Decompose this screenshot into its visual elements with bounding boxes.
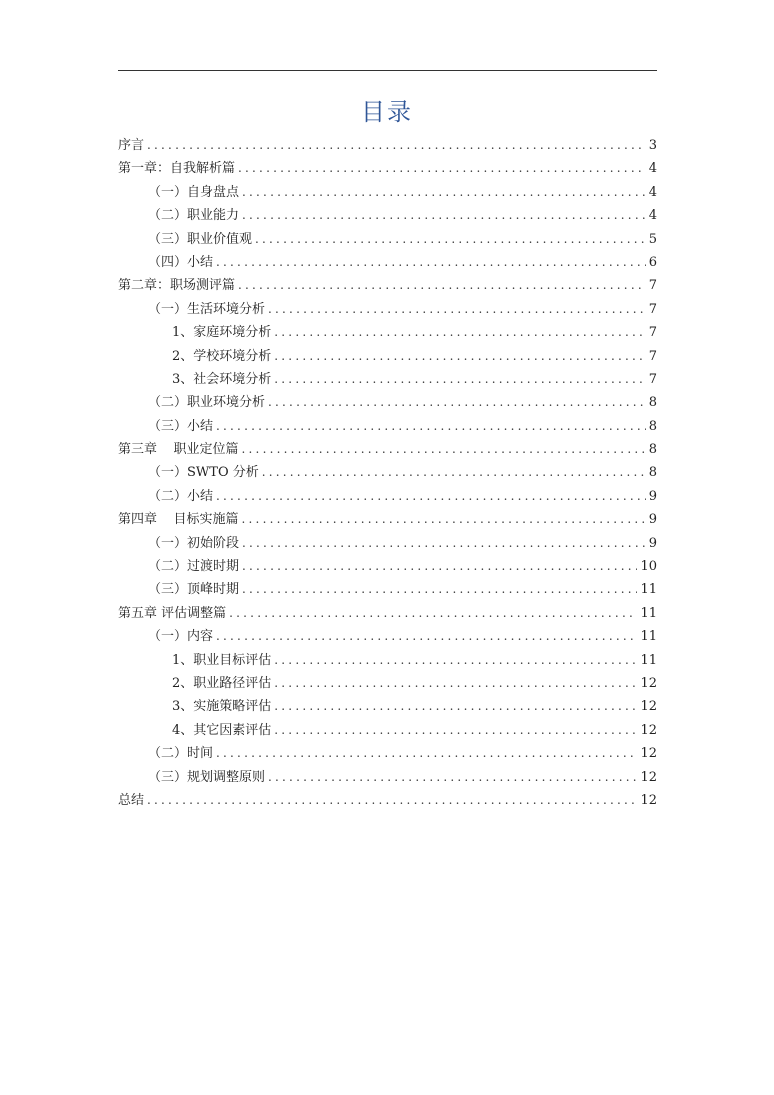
toc-entry-page-number: 12 [640, 792, 657, 808]
toc-entry-page-number: 8 [648, 418, 657, 434]
toc-entry[interactable] [118, 695, 657, 718]
toc-entry-label: （二）职业环境分析 [148, 395, 266, 411]
toc-dot-leader [274, 649, 637, 672]
toc-entry-page-number: 4 [648, 161, 657, 177]
toc-entry[interactable] [118, 672, 657, 695]
toc-entry[interactable] [118, 789, 657, 812]
toc-entry[interactable] [118, 555, 657, 578]
toc-entry-page-number: 12 [640, 746, 657, 762]
toc-entry-label: 总结 [118, 792, 145, 808]
toc-entry-label: 第二章：职场测评篇 [118, 278, 236, 294]
toc-entry[interactable] [118, 508, 657, 531]
toc-entry[interactable] [118, 228, 657, 251]
toc-entry[interactable] [118, 625, 657, 648]
toc-entry-page-number: 12 [640, 699, 657, 715]
toc-entry-label: 2、职业路径评估 [172, 675, 272, 691]
toc-dot-leader [274, 321, 645, 344]
toc-entry[interactable] [118, 578, 657, 601]
toc-entry-label: 第四章 目标实施篇 [118, 512, 239, 528]
toc-dot-leader [274, 719, 637, 742]
header-rule [118, 70, 657, 71]
toc-entry[interactable] [118, 766, 657, 789]
toc-entry-page-number: 10 [640, 559, 657, 575]
toc-dot-leader [147, 789, 637, 812]
toc-entry-label: （一）自身盘点 [148, 184, 240, 200]
toc-dot-leader [242, 438, 646, 461]
toc-entry-label: （三）顶峰时期 [148, 582, 240, 598]
toc-dot-leader [242, 532, 646, 555]
toc-dot-leader [229, 602, 637, 625]
toc-dot-leader [268, 391, 646, 414]
toc-entry[interactable] [118, 532, 657, 555]
toc-dot-leader [268, 766, 637, 789]
toc-dot-leader [242, 508, 646, 531]
toc-entry-label: （三）规划调整原则 [148, 769, 266, 785]
toc-entry-label: （一）内容 [148, 629, 214, 645]
toc-entry-page-number: 7 [648, 278, 657, 294]
toc-entry-page-number: 9 [648, 488, 657, 504]
toc-dot-leader [147, 134, 646, 157]
toc-dot-leader [216, 742, 637, 765]
toc-entry-label: （二）过渡时期 [148, 559, 240, 575]
toc-dot-leader [216, 251, 646, 274]
toc-dot-leader [242, 555, 637, 578]
toc-entry-label: 序言 [118, 138, 145, 153]
toc-dot-leader [242, 204, 646, 227]
table-of-contents [118, 134, 657, 812]
toc-entry[interactable] [118, 321, 657, 344]
toc-entry-label: 1、家庭环境分析 [172, 325, 272, 341]
toc-entry-page-number: 8 [648, 465, 657, 481]
toc-dot-leader [242, 578, 637, 601]
toc-entry-label: （二）小结 [148, 488, 214, 504]
toc-entry-label: 第五章 评估调整篇 [118, 605, 227, 621]
toc-entry-page-number: 8 [648, 395, 657, 411]
toc-entry-page-number: 12 [640, 722, 657, 738]
toc-entry[interactable] [118, 251, 657, 274]
toc-entry-label: 1、职业目标评估 [172, 652, 272, 668]
toc-entry-page-number: 7 [648, 301, 657, 317]
toc-entry-page-number: 11 [640, 582, 657, 598]
toc-entry-page-number: 9 [648, 512, 657, 528]
toc-entry-page-number: 11 [640, 605, 657, 621]
toc-entry-label: （一）初始阶段 [148, 535, 240, 551]
toc-dot-leader [216, 415, 646, 438]
toc-entry-label: （三）职业价值观 [148, 231, 253, 247]
toc-dot-leader [274, 695, 637, 718]
toc-entry[interactable] [118, 485, 657, 508]
toc-entry[interactable] [118, 298, 657, 321]
toc-entry-label: （一）生活环境分析 [148, 301, 266, 317]
toc-dot-leader [242, 181, 646, 204]
toc-dot-leader [238, 157, 646, 180]
toc-entry-page-number: 3 [648, 138, 657, 153]
toc-entry-label: 2、学校环境分析 [172, 348, 272, 364]
toc-entry[interactable] [118, 649, 657, 672]
toc-entry[interactable] [118, 368, 657, 391]
toc-entry-label: 3、社会环境分析 [172, 371, 272, 387]
toc-entry[interactable] [118, 719, 657, 742]
toc-entry-page-number: 12 [640, 769, 657, 785]
toc-entry-page-number: 11 [640, 629, 657, 645]
toc-dot-leader [238, 274, 646, 297]
toc-entry-page-number: 9 [648, 535, 657, 551]
toc-entry-label: 第三章 职业定位篇 [118, 442, 239, 458]
toc-entry[interactable] [118, 415, 657, 438]
toc-entry[interactable] [118, 602, 657, 625]
toc-entry[interactable] [118, 274, 657, 297]
toc-entry-page-number: 11 [640, 652, 657, 668]
toc-entry-page-number: 8 [648, 442, 657, 458]
toc-entry-page-number: 7 [648, 325, 657, 341]
toc-dot-leader [274, 672, 637, 695]
toc-dot-leader [262, 461, 646, 484]
toc-entry-page-number: 4 [648, 184, 657, 200]
toc-entry-page-number: 12 [640, 675, 657, 691]
toc-entry-page-number: 5 [648, 231, 657, 247]
toc-entry-label: （二）时间 [148, 746, 214, 762]
toc-entry[interactable] [118, 742, 657, 765]
toc-entry[interactable] [118, 134, 657, 157]
toc-entry-label: （一）SWTO 分析 [148, 465, 259, 481]
toc-entry[interactable] [118, 204, 657, 227]
toc-entry-page-number: 7 [648, 371, 657, 387]
toc-entry-label: （四）小结 [148, 254, 214, 270]
toc-entry[interactable] [118, 391, 657, 414]
toc-dot-leader [255, 228, 646, 251]
toc-entry-label: （二）职业能力 [148, 208, 240, 224]
toc-dot-leader [216, 485, 646, 508]
toc-entry-label: 3、实施策略评估 [172, 699, 272, 715]
toc-dot-leader [216, 625, 637, 648]
toc-entry[interactable] [118, 438, 657, 461]
toc-entry-label: 4、其它因素评估 [172, 722, 272, 738]
toc-entry-page-number: 4 [648, 208, 657, 224]
toc-dot-leader [268, 298, 646, 321]
toc-title: 目录 [361, 98, 413, 126]
toc-entry-page-number: 7 [648, 348, 657, 364]
toc-entry[interactable] [118, 461, 657, 484]
toc-entry-label: （三）小结 [148, 418, 214, 434]
toc-dot-leader [274, 368, 645, 391]
toc-entry[interactable] [118, 181, 657, 204]
toc-dot-leader [274, 345, 645, 368]
toc-entry[interactable] [118, 345, 657, 368]
toc-entry-page-number: 6 [648, 254, 657, 270]
toc-entry[interactable] [118, 157, 657, 180]
toc-entry-label: 第一章：自我解析篇 [118, 161, 236, 177]
